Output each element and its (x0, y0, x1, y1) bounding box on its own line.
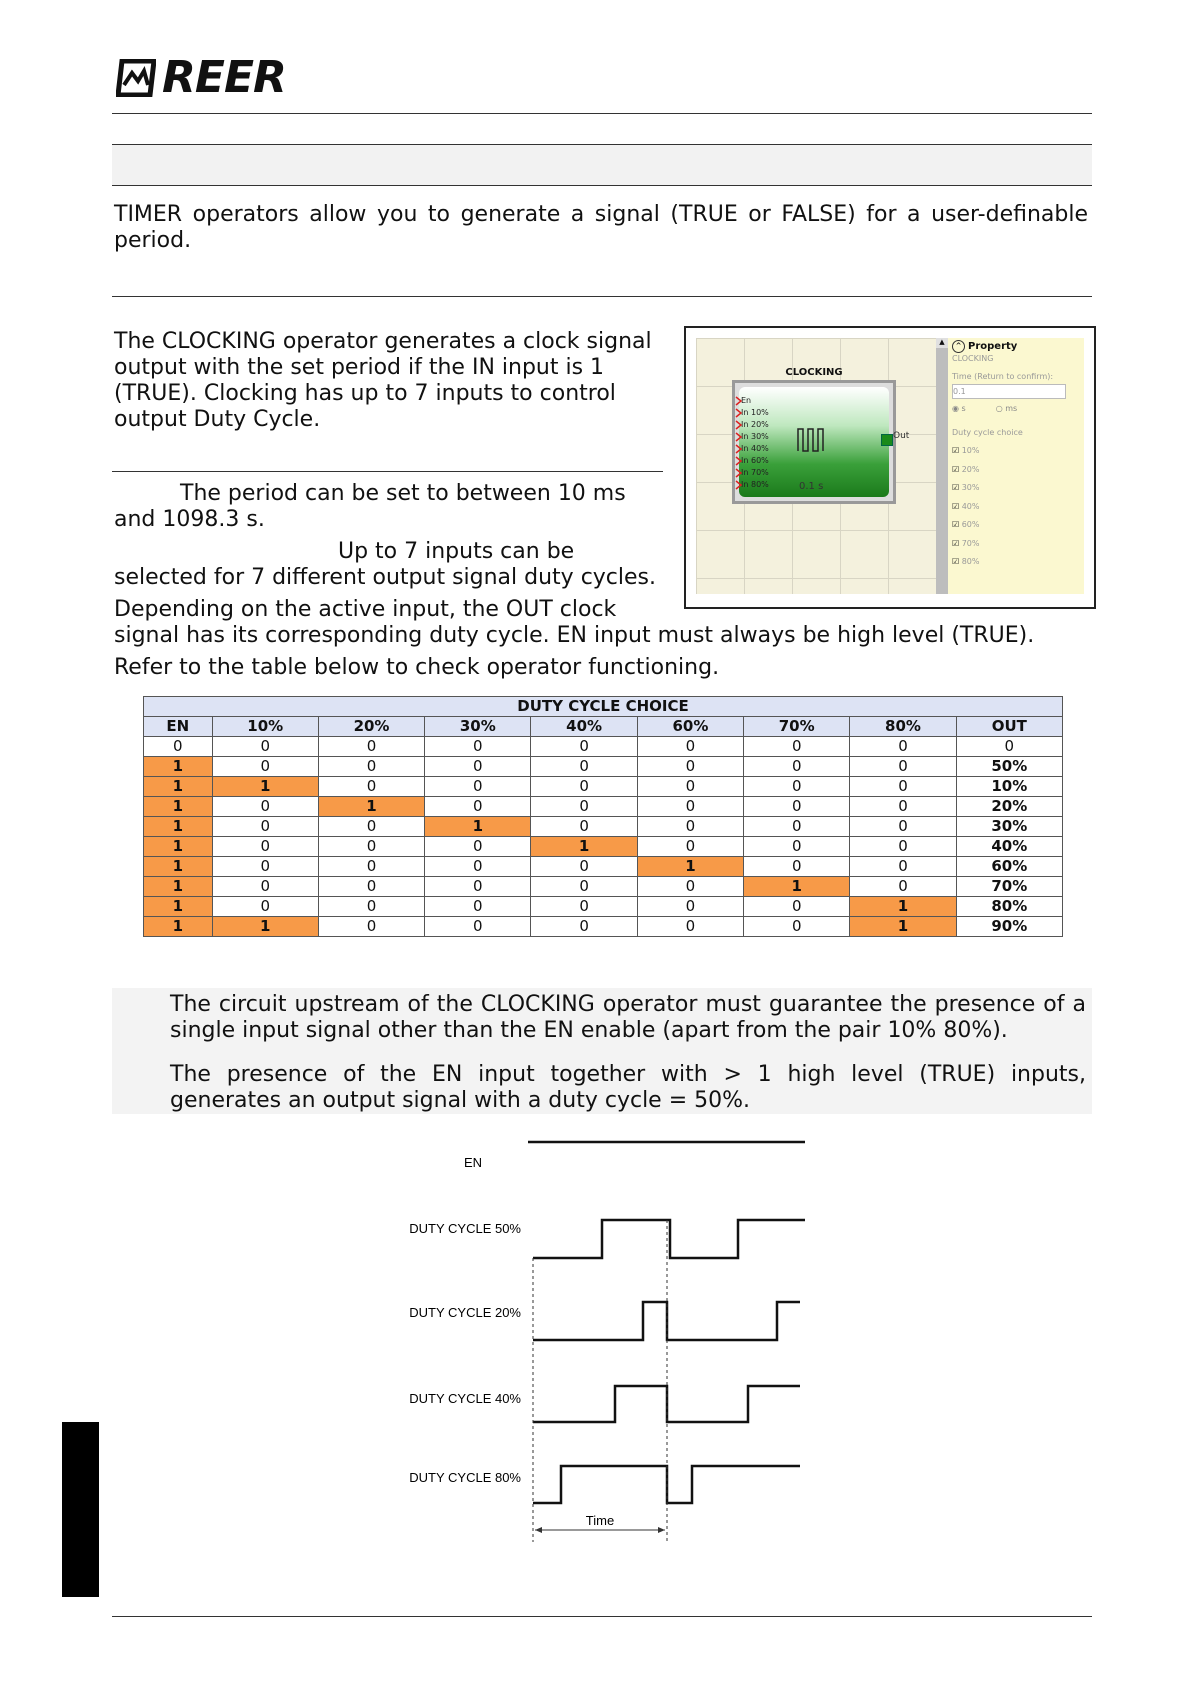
table-cell: 0 (531, 857, 637, 877)
clocking-software-figure (684, 326, 1096, 609)
table-row (144, 897, 1063, 917)
intro-paragraph: TIMER operators allow you to generate a signal (TRUE or FALSE) for a user-definable period. (114, 202, 1088, 253)
checkbox-icon: ☑ (952, 483, 960, 492)
property-subtitle: CLOCKING (952, 354, 994, 363)
table-cell: 0 (744, 897, 850, 917)
table-cell: 0 (637, 797, 743, 817)
checkbox-icon: ☑ (952, 464, 960, 474)
table-cell: 0 (850, 837, 956, 857)
table-cell: 0 (318, 857, 424, 877)
table-cell: 0 (744, 777, 850, 797)
table-cell: 0 (850, 777, 956, 797)
checkbox-80[interactable] (952, 553, 980, 572)
table-row (144, 877, 1063, 897)
table-cell: 1 (212, 917, 318, 937)
table-cell: 0 (212, 897, 318, 917)
wave-duty-40 (533, 1386, 800, 1422)
radio-seconds[interactable]: ◉ s (952, 404, 966, 413)
duty-cycle-checkboxes (952, 442, 980, 572)
period-text: The period can be set to between 10 ms and 1098.3 s. (114, 481, 626, 532)
table-cell: 0 (531, 877, 637, 897)
table-cell: 0 (744, 757, 850, 777)
table-cell: 0 (212, 857, 318, 877)
table-cell: 1 (318, 797, 424, 817)
section-title-bar (112, 144, 1092, 186)
radio-seconds-label: s (961, 404, 966, 413)
table-row (144, 757, 1063, 777)
reer-logo-icon (116, 59, 156, 97)
table-cell: 40% (956, 837, 1062, 857)
table-cell: 0 (637, 817, 743, 837)
checkbox-icon: ☑ (952, 557, 960, 566)
input-30: In 30% (741, 432, 769, 441)
company-logo (116, 52, 286, 103)
property-panel (948, 338, 1084, 594)
table-header-cell: 10% (212, 717, 318, 737)
table-cell: 1 (850, 897, 956, 917)
table-cell: 0 (850, 857, 956, 877)
table-row (144, 797, 1063, 817)
scroll-up-arrow-icon[interactable]: ▲ (936, 338, 948, 348)
input-40: In 40% (741, 444, 769, 453)
table-header-cell: EN (144, 717, 213, 737)
table-cell: 0 (318, 917, 424, 937)
block-time-value: 0.1 s (799, 481, 824, 492)
input-en: En (741, 396, 752, 405)
duty-cycle-label: Duty cycle choice (952, 428, 1023, 437)
table-cell: 0 (744, 837, 850, 857)
table-cell: 1 (144, 757, 213, 777)
inputs-text-2: selected for 7 different output signal duty cycles. (114, 565, 657, 590)
table-header-cell: 70% (744, 717, 850, 737)
table-row (144, 817, 1063, 837)
wave-duty-50 (533, 1220, 805, 1258)
input-pin-icons (735, 395, 743, 493)
table-cell: 0 (425, 797, 531, 817)
table-cell: 70% (956, 877, 1062, 897)
table-cell: 0 (318, 877, 424, 897)
wave-label-50: DUTY CYCLE 50% (409, 1221, 521, 1236)
table-header-cell: OUT (956, 717, 1062, 737)
input-10: In 10% (741, 408, 769, 417)
table-cell: 0 (318, 897, 424, 917)
checkbox-label: 40% (961, 501, 980, 511)
table-cell: 1 (637, 857, 743, 877)
table-cell: 0 (637, 737, 743, 757)
waveform-diagram (380, 1130, 820, 1550)
table-header-row (144, 717, 1063, 737)
checkbox-20[interactable] (952, 461, 980, 480)
table-cell: 0 (318, 757, 424, 777)
table-cell: 0 (744, 917, 850, 937)
checkbox-icon: ☑ (952, 446, 960, 455)
table-cell: 0 (425, 737, 531, 757)
table-cell: 0 (850, 757, 956, 777)
checkbox-30[interactable] (952, 479, 980, 498)
table-cell: 0 (850, 817, 956, 837)
table-cell: 0 (212, 837, 318, 857)
table-cell: 0 (318, 817, 424, 837)
depending-text-2: signal has its corresponding duty cycle. EN input must always be high level (TRUE). (114, 623, 1035, 648)
checkbox-label: 30% (961, 483, 980, 492)
parameters-rule (112, 471, 663, 472)
wave-label-40: DUTY CYCLE 40% (409, 1391, 521, 1406)
radio-milliseconds[interactable]: ○ ms (995, 404, 1018, 413)
time-arrow-left-icon (535, 1527, 542, 1533)
table-cell: 0 (850, 737, 956, 757)
table-cell: 0 (318, 737, 424, 757)
checkbox-60[interactable] (952, 516, 980, 535)
table-cell: 0 (531, 897, 637, 917)
table-cell: 0 (744, 797, 850, 817)
output-pin[interactable] (881, 434, 893, 446)
table-cell: 10% (956, 777, 1062, 797)
checkbox-icon: ☑ (952, 520, 960, 529)
table-cell: 0 (425, 857, 531, 877)
property-header[interactable] (952, 340, 1017, 353)
table-cell: 0 (144, 737, 213, 757)
table-cell: 0 (425, 757, 531, 777)
table-cell: 0 (318, 837, 424, 857)
table-cell: 0 (531, 917, 637, 937)
collapse-icon[interactable]: ^ (952, 340, 965, 353)
table-row (144, 857, 1063, 877)
checkbox-40[interactable] (952, 498, 980, 517)
table-header-cell: 30% (425, 717, 531, 737)
inputs-text-1: Up to 7 inputs can be (338, 539, 575, 564)
table-cell: 1 (144, 797, 213, 817)
output-label: Out (893, 431, 910, 441)
table-cell: 0 (425, 877, 531, 897)
table-cell: 1 (144, 777, 213, 797)
checkbox-icon: ☑ (952, 538, 960, 548)
checkbox-70[interactable] (952, 535, 980, 554)
table-cell: 1 (531, 837, 637, 857)
checkbox-label: 20% (961, 464, 980, 474)
table-header-cell: 60% (637, 717, 743, 737)
table-cell: 0 (956, 737, 1062, 757)
input-80: In 80% (741, 480, 769, 489)
duty-cycle-table (143, 696, 1063, 937)
checkbox-label: 10% (961, 446, 980, 455)
header-rule (112, 113, 1092, 114)
block-title: CLOCKING (785, 367, 843, 378)
clocking-description: The CLOCKING operator generates a clock signal output with the set period if the IN input is 1 (TRUE). Clocking has up to 7 inputs to control output Duty Cycle. (114, 329, 652, 432)
table-cell: 60% (956, 857, 1062, 877)
table-cell: 0 (425, 917, 531, 937)
unit-radio-group (952, 404, 1017, 413)
depending-text-1: Depending on the active input, the OUT clock (114, 597, 617, 622)
refer-text: Refer to the table below to check operator functioning. (114, 655, 720, 680)
table-cell: 50% (956, 757, 1062, 777)
table-cell: 0 (425, 777, 531, 797)
table-cell: 80% (956, 897, 1062, 917)
table-row (144, 917, 1063, 937)
table-cell: 0 (425, 837, 531, 857)
checkbox-label: 80% (961, 557, 980, 566)
table-cell: 0 (850, 797, 956, 817)
time-arrow-right-icon (658, 1527, 665, 1533)
chapter-tab (62, 1422, 99, 1597)
table-cell: 0 (850, 877, 956, 897)
table-cell: 0 (637, 837, 743, 857)
checkbox-label: 60% (961, 520, 980, 529)
note-text-2: The presence of the EN input together with > 1 high level (TRUE) inputs, generates an output signal with a duty cycle = 50%. (170, 1062, 1086, 1113)
table-body (144, 737, 1063, 937)
table-header-cell: 20% (318, 717, 424, 737)
table-cell: 1 (744, 877, 850, 897)
table-cell: 1 (144, 897, 213, 917)
block-inputs (741, 395, 769, 491)
table-header-cell: 40% (531, 717, 637, 737)
table-cell: 1 (144, 817, 213, 837)
time-input[interactable]: 0.1 (952, 384, 1066, 399)
property-title: Property (968, 341, 1018, 352)
table-row (144, 837, 1063, 857)
table-cell: 0 (212, 737, 318, 757)
table-cell: 0 (744, 857, 850, 877)
checkbox-icon: ☑ (952, 501, 960, 511)
table-cell: 20% (956, 797, 1062, 817)
note-box (112, 988, 1092, 1114)
table-cell: 0 (637, 877, 743, 897)
table-cell: 0 (744, 817, 850, 837)
table-cell: 0 (637, 777, 743, 797)
table-cell: 1 (144, 877, 213, 897)
time-label: Time (Return to confirm): (952, 372, 1054, 381)
wave-label-20: DUTY CYCLE 20% (409, 1305, 521, 1320)
table-cell: 0 (637, 897, 743, 917)
footer-rule (112, 1616, 1092, 1617)
table-cell: 0 (637, 757, 743, 777)
note-text-1: The circuit upstream of the CLOCKING operator must guarantee the presence of a single input signal other than the EN enable (apart from the pair 10% 80%). (170, 992, 1086, 1043)
table-cell: 1 (425, 817, 531, 837)
clock-wave-icon (797, 427, 825, 453)
table-cell: 1 (212, 777, 318, 797)
table-cell: 0 (318, 777, 424, 797)
table-cell: 1 (850, 917, 956, 937)
checkbox-label: 70% (961, 538, 980, 548)
table-cell: 1 (144, 837, 213, 857)
logo-text: REER (162, 52, 286, 103)
table-cell: 0 (531, 757, 637, 777)
table-cell: 1 (144, 857, 213, 877)
table-cell: 0 (531, 817, 637, 837)
table-row (144, 737, 1063, 757)
table-row (144, 777, 1063, 797)
table-cell: 0 (531, 777, 637, 797)
table-header-cell: 80% (850, 717, 956, 737)
table-cell: 0 (637, 917, 743, 937)
table-cell: 0 (531, 737, 637, 757)
canvas-scrollbar[interactable] (936, 338, 948, 594)
radio-milliseconds-label: ms (1005, 404, 1018, 413)
table-cell: 0 (744, 737, 850, 757)
table-cell: 0 (212, 797, 318, 817)
table-cell: 0 (531, 797, 637, 817)
wave-label-80: DUTY CYCLE 80% (409, 1470, 521, 1485)
table-title: DUTY CYCLE CHOICE (144, 697, 1063, 717)
table-cell: 0 (212, 757, 318, 777)
input-20: In 20% (741, 420, 769, 429)
wave-label-en: EN (463, 1155, 482, 1170)
subsection-rule (112, 296, 1092, 297)
clocking-block[interactable] (732, 367, 910, 504)
input-70: In 70% (741, 468, 769, 477)
checkbox-10[interactable] (952, 442, 980, 461)
table-cell: 0 (212, 817, 318, 837)
table-cell: 0 (212, 877, 318, 897)
table-cell: 0 (425, 897, 531, 917)
table-cell: 1 (144, 917, 213, 937)
input-60: In 60% (741, 456, 769, 465)
table-cell: 30% (956, 817, 1062, 837)
table-cell: 90% (956, 917, 1062, 937)
time-label: Time (585, 1513, 615, 1528)
